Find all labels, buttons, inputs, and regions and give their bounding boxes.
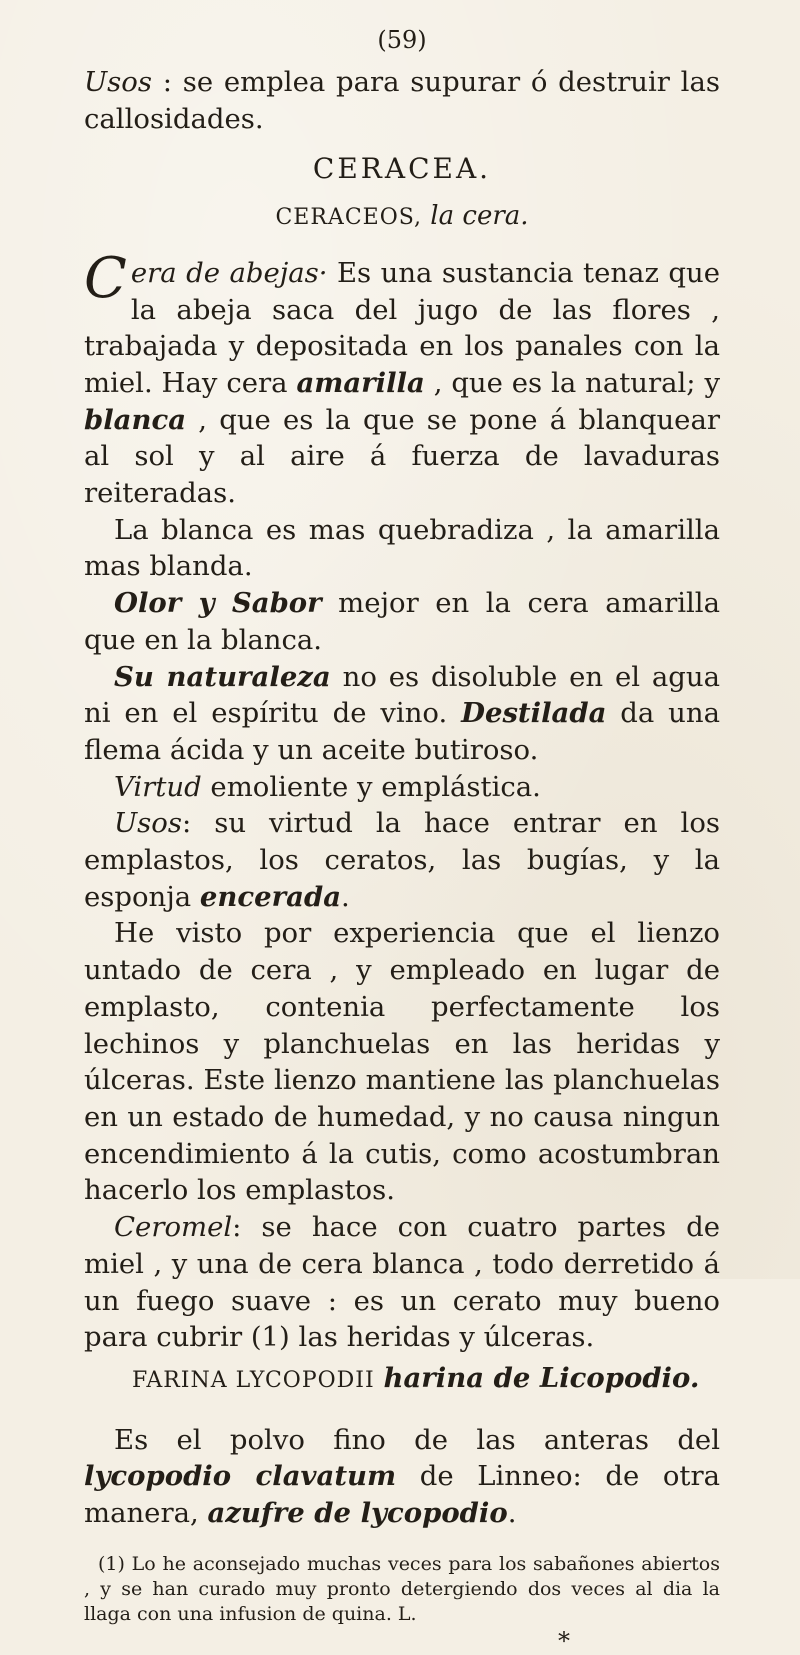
- footnote: (1) Lo he aconsejado muchas veces para los sabañones abiertos , y se han curado muy pronto detergiendo dos veces al dia la llaga con una infusion de quina. L.: [84, 1552, 720, 1625]
- virtud-text: emoliente y emplástica.: [201, 770, 541, 803]
- drop-cap: C: [84, 245, 127, 311]
- paragraph-naturaleza: [84, 659, 720, 769]
- paragraph-usos: [84, 805, 720, 915]
- page-text: [84, 20, 720, 1655]
- usos-text: : se emplea para supurar ó destruir las callosidades.: [84, 66, 720, 135]
- page-number: (59): [377, 26, 427, 54]
- section-subheading: [84, 198, 720, 237]
- ceromel-label: Ceromel: [114, 1211, 233, 1244]
- naturaleza-text-2: da una flema ácida y un aceite butiroso.: [84, 697, 720, 766]
- signature-mark: *: [558, 1626, 570, 1655]
- paragraph-blanca: La blanca es mas quebradiza , la amarilla mas blanda.: [84, 513, 720, 583]
- paragraph-cera-de-abejas: [84, 245, 720, 512]
- section-heading: CERACEA.: [312, 152, 492, 186]
- paragraph-he-visto: He visto por experiencia que el lienzo untado de cera , y empleado en lugar de emplasto, contenia perfectamente los lechinos y planchuelas en las heridas y úlceras. Este lienzo mantiene las planchuelas en un estado de humedad, y no causa ningun encendimiento á la cutis, como acostumbran hacerlo los emplastos.: [84, 917, 720, 1207]
- polvo-text-2: de Linneo: de otra manera,: [84, 1460, 720, 1530]
- paragraph-olor-sabor: [84, 585, 720, 658]
- subheading-latin: CERACEOS,: [275, 205, 423, 231]
- term-amarilla: amarilla: [296, 366, 425, 399]
- term-destilada: Destilada: [461, 697, 607, 730]
- polvo-text-1: Es el polvo fino de las anteras del: [114, 1423, 720, 1456]
- usos-label-2: Usos: [114, 807, 182, 840]
- paragraph-usos-callosidades: [84, 64, 720, 137]
- ceromel-text: : se hace con cuatro partes de miel , y una de cera blanca , todo derretido á un fuego suave : es un cerato muy bueno para cubrir (1) las heridas y úlceras.: [84, 1211, 720, 1354]
- cera-text-3: , que es la que se pone á blanquear al sol y al aire á fuerza de lavaduras reiteradas.: [84, 403, 720, 510]
- olor-text: mejor en la cera amarilla que en la blanca.: [84, 587, 720, 656]
- paragraph-virtud: [84, 769, 720, 806]
- term-azufre: azufre de lycopodio: [207, 1497, 508, 1530]
- term-encerada: encerada: [199, 880, 342, 913]
- naturaleza-text-1: no es disoluble en el agua ni en el espíritu de vino.: [84, 660, 720, 730]
- term-blanca: blanca: [84, 403, 187, 436]
- naturaleza-label: Su naturaleza: [114, 660, 331, 693]
- paragraph-polvo: [84, 1422, 720, 1532]
- subsection-latin: FARINA LYCOPODII: [132, 1367, 375, 1393]
- subheading-spanish: la cera.: [430, 201, 529, 232]
- paragraph-ceromel: [84, 1209, 720, 1356]
- subsection-heading: [84, 1360, 720, 1400]
- subsection-spanish: harina de Licopodio.: [383, 1361, 700, 1394]
- usos-text-2: .: [341, 880, 350, 913]
- usos-label: Usos: [84, 66, 152, 98]
- virtud-label: Virtud: [114, 770, 202, 803]
- olor-label: Olor y Sabor: [114, 587, 322, 620]
- usos-text-1: : su virtud la hace entrar en los emplastos, los ceratos, las bugías, y la esponja: [84, 807, 720, 913]
- cera-text-2: , que es la natural; y: [424, 366, 720, 399]
- term-lycopodio-clavatum: lycopodio clavatum: [84, 1460, 397, 1493]
- cera-label: era de abejas·: [130, 256, 328, 289]
- polvo-text-3: .: [507, 1497, 517, 1530]
- cera-text-1: Es una sustancia tenaz que la abeja saca del jugo de las flores , trabajada y depositada en los panales con la miel. Hay cera: [84, 256, 720, 399]
